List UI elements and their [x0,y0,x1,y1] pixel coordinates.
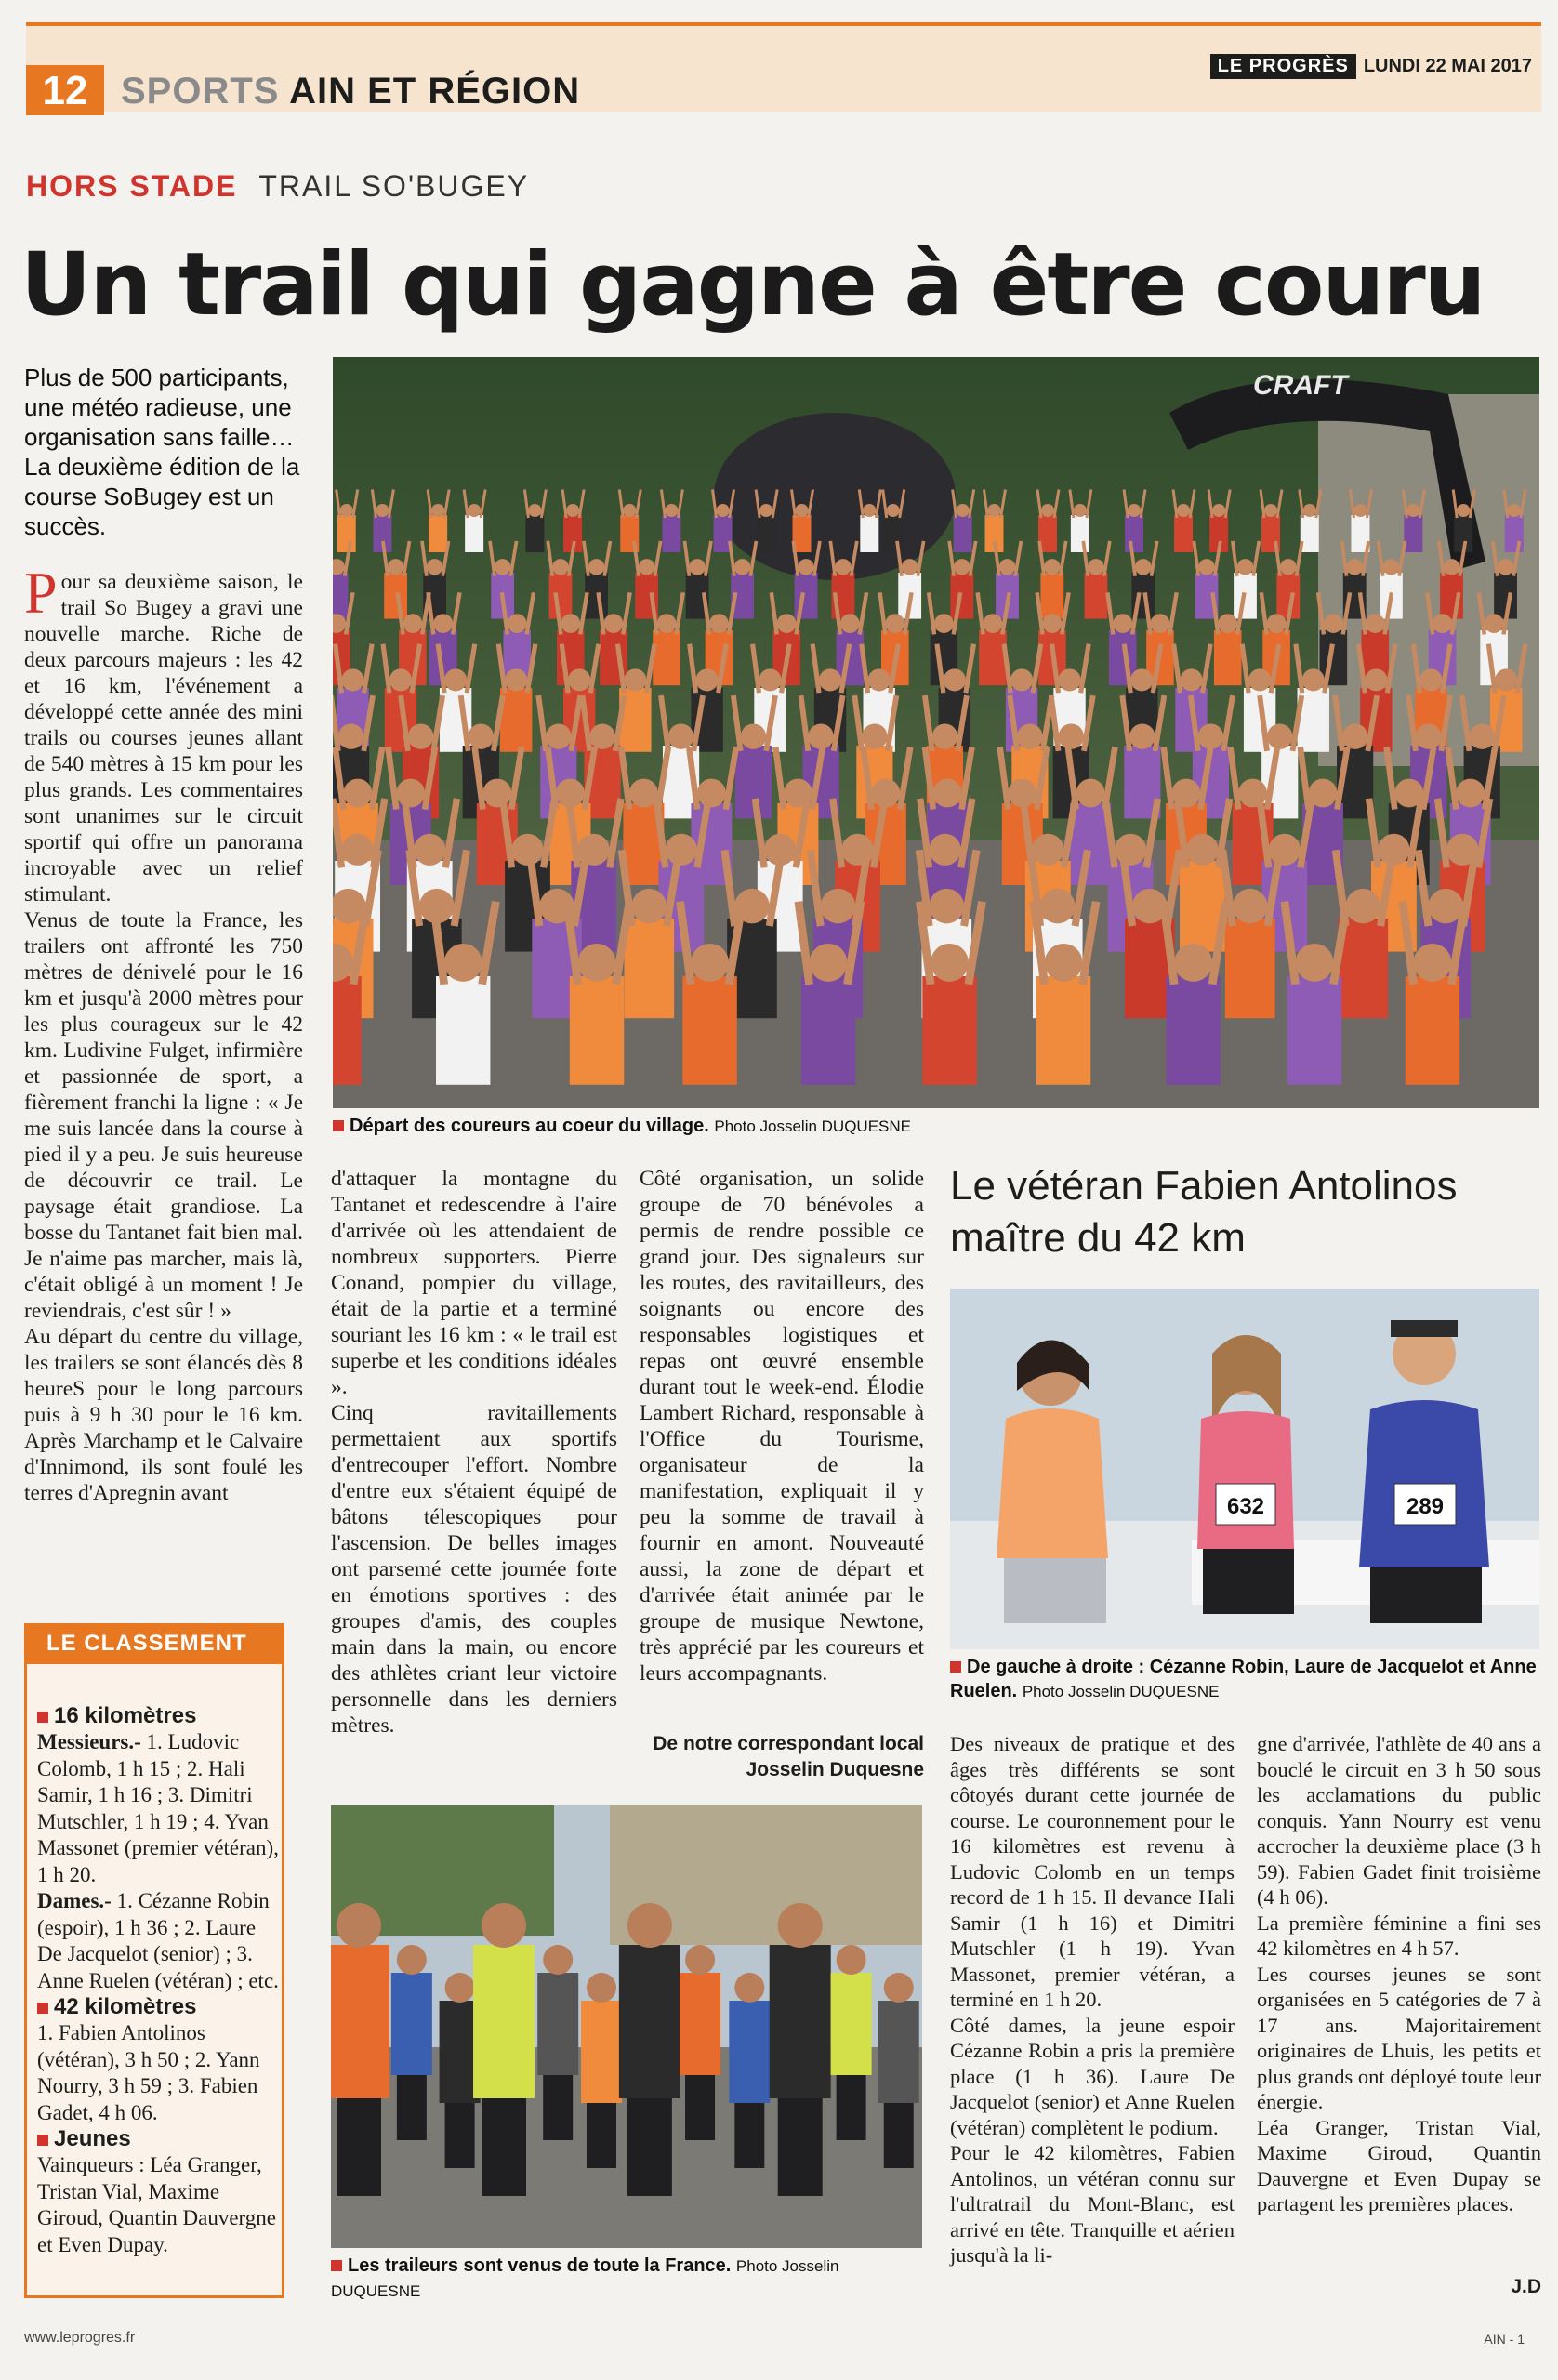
crowd-figure-head [1324,614,1343,633]
podium-photo [950,1289,1539,1649]
bottom-photo-caption-text: Les traileurs sont venus de toute la France. [348,2255,732,2276]
results-42km-heading [37,1994,279,2020]
crowd-figure-head [931,944,969,982]
crowd-figure-head [868,668,891,691]
crowd-figure-head [403,614,423,633]
runner-figure-head [837,1945,866,1975]
crowd-figure-head [1233,889,1268,924]
results-men-label: Messieurs.- [37,1730,141,1753]
crowd-figure-head [589,723,614,748]
crowd-figure-head [666,834,697,866]
runner-figure-legs [734,2103,764,2168]
crowd-figure-head [1456,779,1485,808]
crowd-figure-head [1129,723,1155,748]
crowd-figure-head [1469,723,1494,748]
crowd-figure [333,976,362,1085]
crowd-figure-head [1267,723,1292,748]
crowd-figure-head [1457,504,1470,517]
runner-figure [391,1973,432,2075]
crowd-figure-head [1032,834,1063,866]
crowd-figure-head [933,779,962,808]
crowd-figure-head [1419,668,1442,691]
crowd-figure-head [934,614,954,633]
crowd-figure [549,573,573,619]
kicker-topic: TRAIL SO'BUGEY [258,169,530,203]
bullet-square-icon [37,1712,48,1723]
crowd-figure-head [902,559,918,575]
bottom-photo-caption [331,2254,922,2304]
crowd-figure-head [759,668,781,691]
crowd-photo-illustration [333,357,1539,1108]
crowd-figure-head [341,668,363,691]
runner-figure-legs [685,2075,715,2140]
crowd-figure-head [604,614,624,633]
runner-figure-head [482,1903,526,1948]
crowd-figure-head [759,504,772,517]
main-photo-caption-text: Départ des coureurs au coeur du village. [350,1116,709,1136]
crowd-figure [1301,515,1319,552]
crowd-figure-head [1485,614,1504,633]
crowd-figure-head [1059,723,1084,748]
runner-figure-head [884,1973,914,2003]
caption-marker-icon [950,1661,961,1673]
subarticle-paragraph: Pour le 42 kilomètres, Fabien Antolinos, un vétéran connu sur l'ultratrail du Mont-Blanc, est arrivé en tête. Tranquille et aérien jusqu'à la li- [950,2141,1235,2267]
article-column-2 [331,1166,617,1739]
crowd-figure-head [1045,944,1083,982]
runner-figure [581,2001,622,2103]
crowd-figure-head [388,559,403,575]
runner-figure [729,2001,770,2103]
crowd-figure-head [835,559,851,575]
crowd-figure [682,976,736,1085]
subarticle-paragraph: Léa Granger, Tristan Vial, Maxime Giroud, Quantin Dauvergne et Even Dupay se partagent les premières places. [1257,2115,1541,2215]
crowd-figure-head [408,723,433,748]
crowd-figure-head [1044,559,1060,575]
results-men-text: 1. Ludovic Colomb, 1 h 15 ; 2. Hali Samir, 1 h 16 ; 3. Dimitri Mutschler, 1 h 19 ; 4. Yvan Massonet (premier vétéran), 1 h 20. [37,1730,279,1886]
crowd-figure-head [1267,614,1287,633]
crowd-figure-head [689,559,705,575]
bottom-photo [331,1805,922,2248]
crowd-figure [525,515,544,552]
crowd-figure-head [1130,668,1153,691]
crowd-figure-head [984,614,1003,633]
runner-figure [878,2001,919,2103]
crowd-figure-head [1186,834,1218,866]
crowd-figure-head [930,834,961,866]
runner-figure-legs [884,2103,914,2168]
runner-figure-legs [778,2098,823,2196]
runner-figure-head [445,1973,475,2003]
runner-figure-legs [397,2075,427,2140]
runner-figure [473,1945,535,2098]
crowd-figure [1404,515,1422,552]
crowd-figure-head [821,889,856,924]
crowd-figure [436,976,490,1085]
masthead [1210,54,1532,79]
crowd-figure-head [1495,668,1517,691]
crowd-figure-head [1406,504,1419,517]
section-title-grey: SPORTS [121,71,280,112]
results-women [37,1888,279,1994]
crowd-figure-head [433,614,453,633]
crowd-figure-head [1237,559,1253,575]
results-box-title: LE CLASSEMENT [24,1623,284,1664]
results-box-body [37,1703,279,2258]
main-photo-caption [333,1114,1539,1139]
crowd-figure-head [709,614,729,633]
crowd-figure-head [338,723,363,748]
crowd-figure-head [999,559,1015,575]
crowd-figure-head [741,723,766,748]
crowd-figure-head [396,779,425,808]
runner-figure-legs [445,2103,475,2168]
crowd-figure-head [1040,889,1076,924]
runner-figure-head [543,1945,573,1975]
crowd-figure-head [691,944,729,982]
crowd-figure-head [1433,614,1452,633]
runner-figure-head [627,1903,672,1948]
crowd-figure-head [468,504,481,517]
crowd-figure-head [1296,944,1334,982]
crowd-figure [1040,573,1063,619]
col3-paragraph: Côté organisation, un solide groupe de 70 bénévoles a permis de rendre possible ce grand jour. Des signaleurs sur les routes, des ravitailleurs, des soignants ou encore des responsables logistiques et repas ont œuvré ensemble durant tout le week-end. Élodie Lambert Richard, responsable à l'Office du Tourisme, organisateur de la manifestation, expliquait il y peu la somme de travail à fournir en amont. Nouveauté aussi, la zone de départ et d'arrivée était animée par le groupe de musique Newtone, très apprécié par les coureurs et leurs accompagnants. [640,1167,924,1686]
podium-photo-credit: Photo Josselin DUQUESNE [1022,1683,1220,1700]
subarticle-paragraph: La première féminine a fini ses 42 kilomètres en 4 h 57. [1257,1911,1541,1960]
crowd-figure-head [1218,614,1237,633]
col1-paragraph: Pour sa deuxième saison, le trail So Bugey a gravi une nouvelle marche. Riche de deux parcours majeurs : les 42 et 16 km, l'événement a développé cette année des mini trails ou courses jeunes allant de 540 mètres à 15 km pour les plus grands. Les commentaires sont unanimes sur le circuit sportif qui offre un panorama incroyable avec un relief stimulant. [24,560,303,906]
crowd-figure-head [431,504,444,517]
crowd-figure-head [1198,559,1214,575]
crowd-figure-head [930,889,965,924]
runner-figure-head [587,1973,616,2003]
crowd-figure-head [819,668,841,691]
crowd-figure-head [657,614,677,633]
crowd-figure [1214,630,1242,685]
runner-figure [770,1945,831,2098]
crowd-figure-head [1414,944,1452,982]
crowd-figure-head [932,723,957,748]
crowd-figure-head [862,723,887,748]
subarticle-paragraph: Des niveaux de pratique et des âges très différents se sont côtoyés durant cette journée de course. Le couronnement pour le 16 kilomètres est revenu à Ludovic Colomb en un temps record de 1 h 15. Il devance Hali Samir (1 h 16) et Dimitri Mutschler (1 h 19). Yvan Massonet, premier vétéran, a terminé en 1 h 20. [950,1732,1235,2011]
crowd-figure-head [944,668,966,691]
crowd-figure-head [427,559,442,575]
bib-number: 632 [1226,1494,1265,1519]
runner-figure [619,1945,680,2098]
crowd-figure-head [1198,723,1223,748]
results-men [37,1729,279,1888]
crowd-figure [384,573,407,619]
crowd-figure [1505,515,1524,552]
crowd-figure-head [1264,504,1277,517]
crowd-figure-head [1346,889,1381,924]
crowd-figure-head [988,504,1001,517]
podium-photo-caption-text: De gauche à droite : Cézanne Robin, Laure de Jacquelot et Anne Ruelen. [950,1657,1537,1701]
article-column-1 [24,560,303,1506]
crowd-figure-head [639,559,654,575]
crowd-figure [757,515,775,552]
crowd-figure-head [1508,504,1521,517]
runner-figure [680,1973,720,2075]
crowd-figure-head [1180,668,1202,691]
bullet-square-icon [37,2135,48,2146]
subarticle-column-b [1257,1731,1541,2217]
crowd-figure-head [734,559,750,575]
podium-photo-caption [950,1655,1539,1704]
crowd-figure-head [1074,504,1087,517]
col2-paragraph: Cinq ravitaillements permettaient aux sportifs d'entrecouper l'effort. Nombre d'entre eux s'étaient équipé de bâtons télescopiques pour l'ascension. De belles images ont parsemé cette journée forte en émotions sportives : des groupes d'amis, des couples main dans la main, ou encore des athlètes criant leur victoire personnelle dans les derniers mètres. [331,1401,617,1738]
crowd-figure-head [588,559,604,575]
crowd-figure-head [342,834,374,866]
crowd-figure-head [624,668,646,691]
results-youth: Vainqueurs : Léa Granger, Tristan Vial, Maxime Giroud, Quantin Dauvergne et Even Dupay. [37,2153,276,2256]
crowd-figure-head [390,668,412,691]
crowd-figure [801,976,855,1085]
crowd-figure-head [957,504,970,517]
issue-date: LUNDI 22 MAI 2017 [1363,56,1532,76]
runner-figure-legs [627,2098,672,2196]
crowd-figure-head [1076,779,1105,808]
bottom-photo-credit: Photo Josselin DUQUESNE [331,2257,839,2300]
runner-figure [831,1973,872,2075]
crowd-figure-head [1366,614,1385,633]
crowd-figure-head [697,779,726,808]
craft-banner-text: CRAFT [1253,370,1348,401]
crowd-figure-head [696,668,719,691]
crowd-figure-head [1212,504,1225,517]
subarticle-paragraph: Côté dames, la jeune espoir Cézanne Robin a pris la première place (1 h 36). Laure De Jacquelot (senior) et Anne Ruelen (vétéran) complètent le podium. [950,2013,1235,2139]
crowd-figure-head [508,614,527,633]
crowd-figure-head [414,834,445,866]
crowd-figure-head [1383,559,1399,575]
crowd-figure-head [505,668,527,691]
crowd-figure [1036,976,1090,1085]
kicker-category: HORS STADE [26,169,238,203]
subarticle-column-a [950,1731,1235,2268]
crowd-figure-head [623,504,636,517]
col2-paragraph: d'attaquer la montagne du Tantanet et redescendre à l'aire d'arrivée où les attendaient de nombreux supporters. Pierre Conand, pompier du village, était de la partie et a terminé souriant les 16 km : « le trail est superbe et les conditions idéales ». [331,1167,617,1399]
crowd-figure-head [568,668,590,691]
crowd-figure-head [546,723,571,748]
crowd-figure-head [1302,668,1325,691]
crowd-figure [1166,976,1220,1085]
crowd-figure [1225,919,1275,1018]
crowd-figure [979,630,1007,685]
crowd-figure-head [1043,614,1063,633]
subarticle-title: Le vétéran Fabien Antolinos maître du 42 km [950,1163,1458,1261]
crowd-figure-head [1416,723,1441,748]
crowd-figure [1174,515,1193,552]
crowd-figure-head [343,779,372,808]
crowd-figure-head [1115,834,1146,866]
crowd-figure-head [798,559,813,575]
subarticle-paragraph: Les courses jeunes se sont organisées en 5 catégories de 7 à 17 ans. Majoritairement originaires de Lhuis, les petits et plus grands ont déployé toute leur énergie. [1257,1962,1541,2113]
runner-figure-legs [837,2075,866,2140]
crowd-figure-head [561,614,580,633]
crowd-figure-head [1010,668,1033,691]
runner-figure-head [778,1903,823,1948]
bib-number: 289 [1406,1494,1445,1519]
runner-figure-head [685,1945,715,1975]
crowd-figure [860,515,878,552]
crowd-figure [625,919,675,1018]
crowd-figure-head [495,559,510,575]
bullet-square-icon [37,2003,48,2014]
crowd-figure-head [1248,668,1271,691]
crowd-figure-head [1041,504,1054,517]
podium-photo-illustration [950,1289,1539,1649]
runner-figure-legs [587,2103,616,2168]
crowd-figure-head [1365,668,1387,691]
subarticle-paragraph: gne d'arrivée, l'athlète de 40 ans a bouclé le circuit en 3 h 50 sous les acclamations du public conquis. Yann Nourry est venu accrocher la deuxième place (3 h 59). Fabien Gadet finit troisième (4 h 06). [1257,1732,1541,1909]
crowd-figure-head [340,504,353,517]
crowd-figure-head [566,504,579,517]
crowd-figure-head [885,614,904,633]
section-title-dark: AIN ET RÉGION [289,71,581,112]
main-photo-credit: Photo Josselin DUQUESNE [714,1117,911,1135]
crowd-figure-head [887,504,900,517]
crowd-figure [662,515,680,552]
crowd-figure [337,515,356,552]
col1-paragraph: Au départ du centre du village, les trailers se sont élancés dès 8 heureS pour le long parcours puis à 9 h 30 pour le 16 km. Après Marchamp et le Calvaire d'Innimond, ils sont foulé les terres d'Apregnin avant [24,1325,303,1505]
results-women-text: 1. Cézanne Robin (espoir), 1 h 36 ; 2. Laure De Jacquelot (senior) ; 3. Anne Ruelen (vétéran) ; etc. [37,1889,279,1992]
headline: Un trail qui gagne à être couru [20,234,1485,336]
crowd-figure-head [552,559,568,575]
results-youth-heading-text: Jeunes [54,2126,131,2151]
crowd-figure-head [632,889,667,924]
caption-marker-icon [333,1120,344,1131]
crowd-figure-head [777,614,797,633]
crowd-figure [1071,515,1089,552]
footer-edition: AIN - 1 [1484,2332,1525,2347]
crowd-figure-head [376,504,389,517]
runner-figure-legs [543,2075,573,2140]
runners-photo-illustration [331,1805,922,2248]
runner-figure-head [734,1973,764,2003]
crowd-figure [954,515,972,552]
crowd-figure-head [578,944,616,982]
results-42km-heading-text: 42 kilomètres [54,1994,197,2019]
crowd-figure-head [1347,559,1363,575]
crowd-figure [1287,976,1341,1085]
results-women-label: Dames.- [37,1889,112,1912]
crowd-figure-head [1088,559,1103,575]
crowd-figure-head [1177,504,1190,517]
crowd-figure [653,630,680,685]
runner-figure-legs [482,2098,526,2196]
crowd-figure-head [469,723,494,748]
crowd-figure [1406,976,1459,1085]
crowd-figure-head [444,944,482,982]
crowd-figure-head [665,504,678,517]
footer-website: www.leprogres.fr [24,2330,136,2346]
section-title [121,71,580,112]
crowd-figure-head [1303,504,1316,517]
runner-figure [331,1945,390,2098]
results-16km-heading [37,1703,279,1729]
runner-figure-legs [337,2098,381,2196]
crowd-figure-head [808,723,833,748]
crowd-figure-head [482,779,511,808]
crowd-figure-head [810,944,848,982]
crowd-figure-head [1498,559,1513,575]
crowd-figure-head [796,504,809,517]
article-column-3 [640,1166,924,1686]
crowd-figure-head [1444,559,1459,575]
crowd-figure-head [1429,889,1464,924]
crowd-figure-head [1128,504,1141,517]
subarticle-signoff: J.D [1511,2276,1541,2297]
results-42km: 1. Fabien Antolinos (vétéran), 3 h 50 ; 2. Yann Nourry, 3 h 59 ; 3. Fabien Gadet, 4 h 06. [37,2021,260,2124]
crowd-figure [570,976,624,1085]
results-youth-heading [37,2126,279,2152]
crowd-figure [922,976,976,1085]
crowd-figure-head [1135,559,1151,575]
results-16km-heading-text: 16 kilomètres [54,1703,197,1728]
runner-figure [537,1973,578,2075]
lead-paragraph: Plus de 500 participants, une météo radieuse, une organisation sans faille… La deuxième édition de la course SoBugey est un succès. [24,364,300,540]
main-photo [333,357,1539,1108]
crowd-figure-head [1113,614,1132,633]
crowd-figure-head [1269,834,1301,866]
crowd-figure [465,515,483,552]
crowd-figure-head [668,723,693,748]
crowd-figure-head [1151,614,1170,633]
crowd-figure-head [863,504,876,517]
crowd-figure [429,515,447,552]
crowd-figure-head [717,504,730,517]
crowd-figure-head [1059,668,1081,691]
kicker [26,169,529,204]
crowd-figure-head [1017,723,1042,748]
crowd-figure-head [1353,504,1367,517]
caption-marker-icon [331,2260,342,2271]
crowd-figure-head [840,614,860,633]
crowd-figure-head [1280,559,1296,575]
crowd-figure [1085,573,1108,619]
correspondent-signoff: De notre correspondant local Josselin Duquesne [653,1733,924,1780]
crowd-figure-head [1342,723,1367,748]
crowd-figure-head [954,559,970,575]
runner-figure-head [397,1945,427,1975]
page-number: 12 [26,65,104,115]
newspaper-logo: LE PROGRÈS [1210,54,1356,79]
crowd-figure-head [444,668,467,691]
crowd-figure-head [1174,944,1212,982]
crowd-figure [1125,515,1143,552]
crowd-figure [333,573,348,619]
crowd-figure-head [528,504,541,517]
col1-paragraph: Venus de toute la France, les trailers ont affronté les 750 mètres de dénivelé pour le 16 km et jusqu'à 2000 mètres pour les plus courageux sur le 42 km. Ludivine Fulget, infirmière et passionnée de sport, a fièrement franchi la ligne : « Je me suis lancée dans la course à pied il y a peu. Je suis heureuse de découvrir ce trail. Le paysage était grandiose. La bosse du Tantanet fait bien mal. Je n'aime pas marcher, mais là, c'était obligé à un moment ! Je reviendrais, c'est sûr ! » [24,908,303,1323]
runner-figure-head [337,1903,381,1948]
